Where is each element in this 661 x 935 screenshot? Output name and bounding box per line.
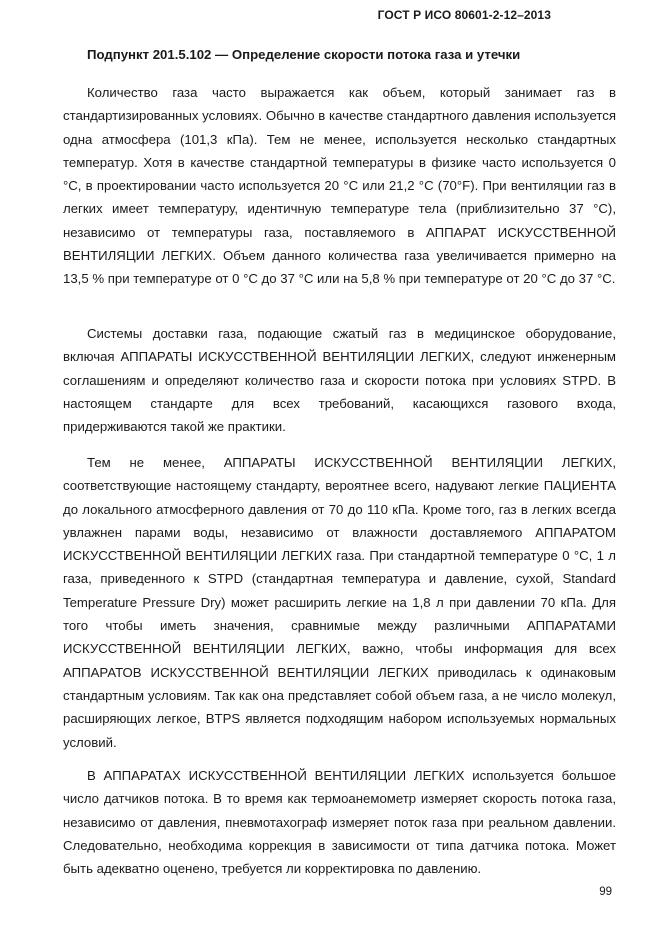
section-title: Подпункт 201.5.102 — Определение скорости потока газа и утечки	[87, 47, 521, 62]
paragraph-btps-conditions: Тем не менее, АППАРАТЫ ИСКУССТВЕННОЙ ВЕНТИЛЯЦИИ ЛЕГКИХ, соответствующие настоящему стандарту, вероятнее всего, надувают легкие ПАЦИЕНТА до локального атмосферного давления от 70 до 110 кПа. Кроме того, газ в легких всегда увлажнен парами воды, независимо от влажности доставляемого АППАРАТОМ ИСКУССТВЕННОЙ ВЕНТИЛЯЦИИ ЛЕГКИХ газа. При стандартной температуре 0 °С, 1 л газа, приведенного к STPD (стандартная температура и давление, сухой, Standard Temperature Pressure Dry) может расширить легкие на 1,8 л при давлении 70 кПа. Для того чтобы иметь значения, сравнимые между различными АППАРАТАМИ ИСКУССТВЕННОЙ ВЕНТИЛЯЦИИ ЛЕГКИХ, важно, чтобы информация для всех АППАРАТОВ ИСКУССТВЕННОЙ ВЕНТИЛЯЦИИ ЛЕГКИХ приводилась к одинаковым стандартным условиям. Так как она представляет собой объем газа, а не число молекул, расширяющих легкое, BTPS является подходящим набором используемых нормальных условий.	[63, 455, 616, 750]
paragraph-block	[63, 322, 616, 438]
paragraph-block	[63, 451, 616, 754]
paragraph-gas-quantity-standard-conditions: Количество газа часто выражается как объем, который занимает газ в стандартизированных условиях. Обычно в качестве стандартного давления используется одна атмосфера (101,3 кПа). Тем не менее, используется несколько стандартных температур. Хотя в качестве стандартной температуры в физике часто используется 0 °С, в проектировании часто используется 20 °С или 21,2 °С (70°F). При вентиляции газ в легких имеет температуру, идентичную температуре тела (приблизительно 37 °С), независимо от температуры газа, поставляемого в АППАРАТ ИСКУССТВЕННОЙ ВЕНТИЛЯЦИИ ЛЕГКИХ. Объем данного количества газа увеличивается примерно на 13,5 % при температуре от 0 °С до 37 °С или на 5,8 % при температуре от 20 °С до 37 °С.	[63, 85, 616, 287]
paragraph-block	[63, 81, 616, 291]
paragraph-block	[63, 764, 616, 880]
paragraph-flow-sensors: В АППАРАТАХ ИСКУССТВЕННОЙ ВЕНТИЛЯЦИИ ЛЕГКИХ используется большое число датчиков потока. В то время как термоанемометр измеряет скорость потока газа, независимо от давления, пневмотахограф измеряет поток газа при реальном давлении. Следовательно, необходима коррекция в зависимости от типа датчика потока. Может быть адекватно оценено, требуется ли корректировка по давлению.	[63, 768, 616, 877]
standard-code-header: ГОСТ Р ИСО 80601-2-12–2013	[377, 8, 551, 22]
paragraph-gas-delivery-systems-stpd: Системы доставки газа, подающие сжатый газ в медицинское оборудование, включая АППАРАТЫ ИСКУССТВЕННОЙ ВЕНТИЛЯЦИИ ЛЕГКИХ, следуют инженерным соглашениям и определяют количество газа и скорости потока при условиях STPD. В настоящем стандарте для всех требований, касающихся газового входа, придерживаются такой же практики.	[63, 326, 616, 435]
page-number: 99	[599, 886, 612, 898]
